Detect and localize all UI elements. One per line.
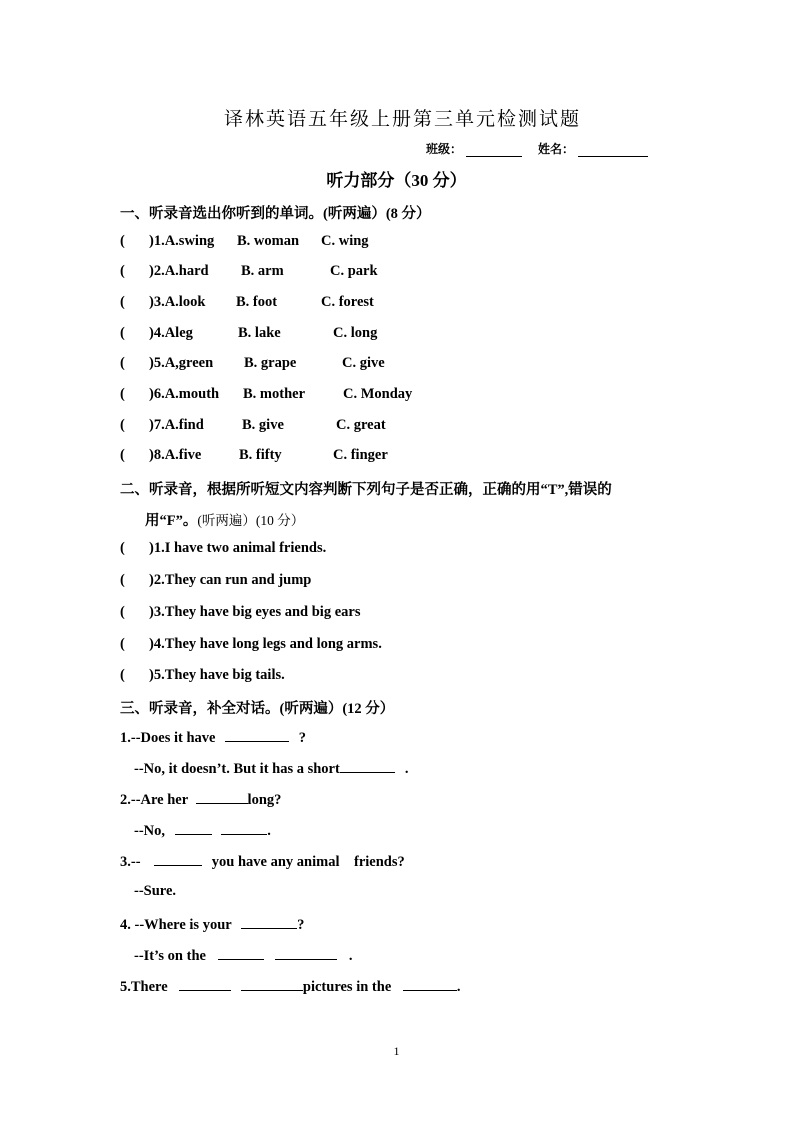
answer-blank[interactable]: [241, 914, 297, 929]
page-number: 1: [393, 1044, 400, 1058]
part3-q1a: 1.--Does it have ?: [120, 727, 306, 747]
part3-q1b: --No, it doesn’t. But it has a short .: [134, 758, 408, 778]
part3-q3a: 3.-- you have any animal friends?: [120, 851, 405, 871]
part2-heading-line2: 用“F”。(听两遍）(10 分）: [145, 513, 305, 529]
part3-heading: 三、听录音，补全对话。(听两遍）(12 分）: [120, 701, 395, 717]
answer-blank[interactable]: [225, 727, 289, 742]
part1-item-6: ( )6.A.mouth B. mother C. Monday: [120, 386, 413, 402]
answer-blank[interactable]: [154, 851, 202, 866]
part3-q4b: --It’s on the .: [134, 945, 352, 965]
part2-heading-line1: 二、听录音，根据所听短文内容判断下列句子是否正确，正确的用“T”,错误的: [120, 482, 612, 498]
part1-item-3: ( )3.A.look B. foot C. forest: [120, 294, 374, 310]
answer-blank[interactable]: [340, 758, 395, 773]
part1-item-8: ( )8.A.five B. fifty C. finger: [120, 447, 388, 463]
part3-q5: 5.There pictures in the .: [120, 976, 461, 996]
part3-q4a: 4. --Where is your ?: [120, 914, 304, 934]
answer-blank[interactable]: [175, 820, 212, 835]
part1-item-1: ( )1.A.swing B. woman C. wing: [120, 233, 369, 249]
part2-item-3: ( )3.They have big eyes and big ears: [120, 604, 361, 620]
answer-blank[interactable]: [275, 945, 337, 960]
answer-blank[interactable]: [403, 976, 457, 991]
class-blank[interactable]: [466, 142, 522, 157]
answer-blank[interactable]: [196, 789, 248, 804]
answer-blank[interactable]: [241, 976, 303, 991]
part1-item-2: ( )2.A.hard B. arm C. park: [120, 263, 378, 279]
section-title: 听力部分（30 分）: [326, 171, 467, 190]
class-name-line: [426, 140, 648, 157]
part2-item-2: ( )2.They can run and jump: [120, 572, 312, 588]
name-blank[interactable]: [578, 142, 648, 157]
part1-item-7: ( )7.A.find B. give C. great: [120, 417, 386, 433]
part2-item-4: ( )4.They have long legs and long arms.: [120, 636, 382, 652]
part3-q2b: --No, .: [134, 820, 271, 840]
part2-item-1: ( )1.I have two animal friends.: [120, 540, 327, 556]
part1-heading: 一、听录音选出你听到的单词。(听两遍）(8 分）: [120, 206, 431, 222]
part2-item-5: ( )5.They have big tails.: [120, 667, 285, 683]
part1-item-5: ( )5.A,green B. grape C. give: [120, 355, 385, 371]
answer-blank[interactable]: [218, 945, 264, 960]
answer-blank[interactable]: [179, 976, 231, 991]
part3-q3b: --Sure.: [134, 883, 177, 899]
class-label: 班级：: [426, 142, 463, 156]
part3-q2a: 2.--Are her long?: [120, 789, 281, 809]
name-label: 姓名：: [538, 142, 575, 156]
answer-blank[interactable]: [221, 820, 267, 835]
document-title: 译林英语五年级上册第三单元检测试题: [223, 109, 581, 130]
part1-item-4: ( )4.Aleg B. lake C. long: [120, 325, 378, 341]
